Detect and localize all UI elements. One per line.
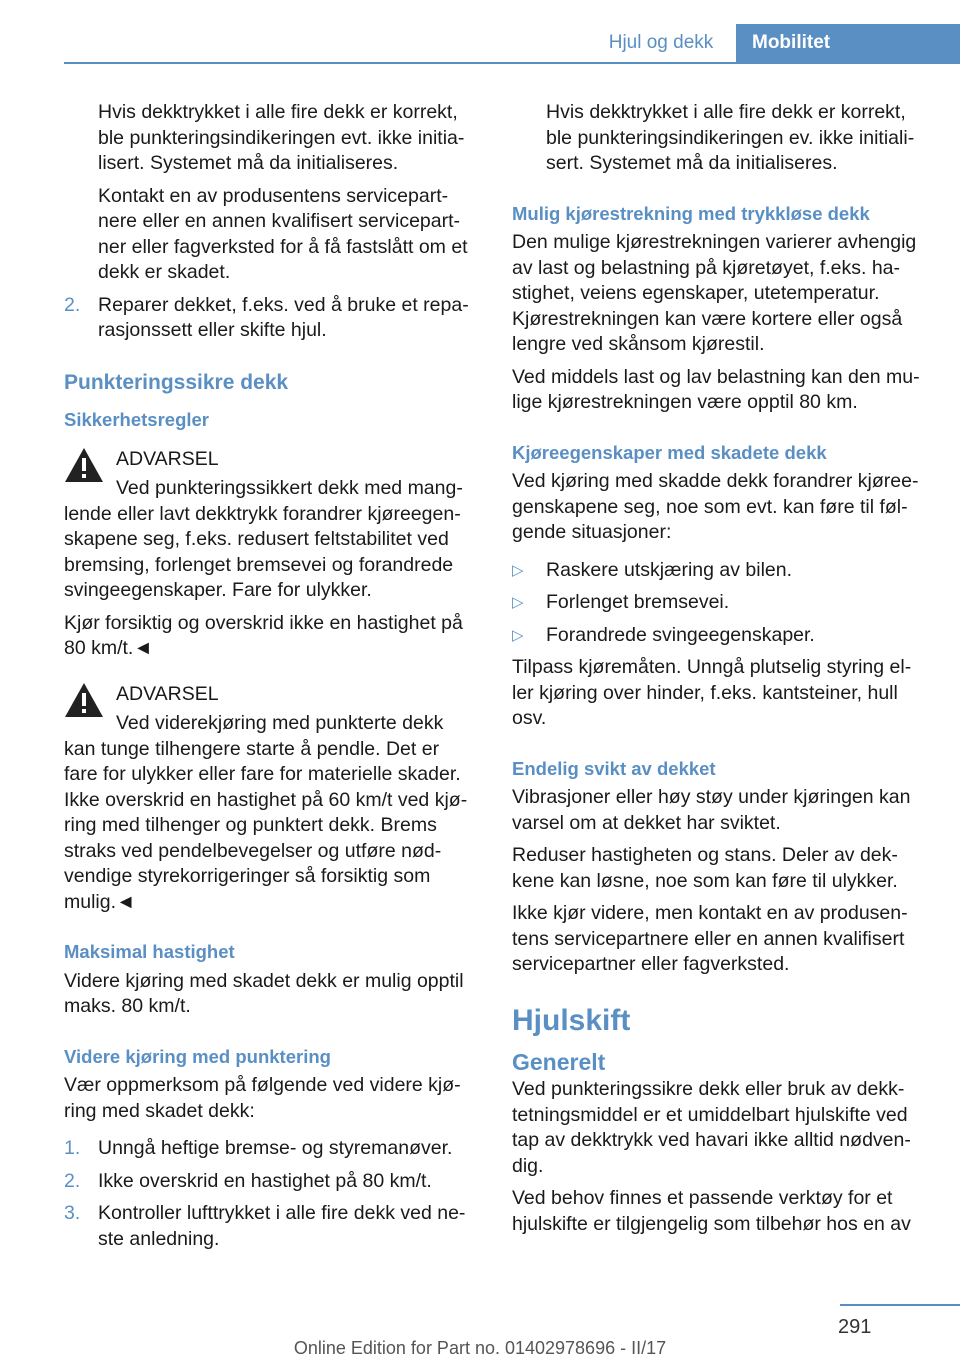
warning-label: ADVARSEL — [116, 682, 219, 705]
list-item — [512, 623, 926, 649]
paragraph: Vibrasjoner eller høy støy under kjøringen kan varsel om at dekket har sviktet. — [512, 786, 911, 834]
paragraph: Vær oppmerksom på følgende ved videre kjøring med skadet dekk: — [64, 1074, 461, 1122]
warning-block — [64, 682, 476, 916]
paragraph: Videre kjøring med skadet dekk er mulig opptil maks. 80 km/t. — [64, 969, 464, 1017]
list-text: Kontroller lufttrykket i alle fire dekk ved neste anledning. — [98, 1202, 466, 1250]
list-number: 2. — [64, 1169, 81, 1192]
list-item — [512, 590, 926, 616]
list-text: Reparer dekket, f.eks. ved å bruke et reparasjonssett eller skifte hjul. — [98, 293, 469, 341]
subsection-heading: Endelig svikt av dekket — [512, 757, 716, 779]
header-chapter-tab[interactable]: Mobilitet — [736, 24, 960, 62]
paragraph: Ved kjøring med skadde dekk forandrer kjøreegenskapene seg, noe som evt. kan føre til følgende situasjoner: — [512, 470, 919, 543]
paragraph: Tilpass kjøremåten. Unngå plutselig styring eller kjøring over hinder, f.eks. kantsteiner, hull osv. — [512, 656, 912, 729]
list-text: Unngå heftige bremse- og styremanøver. — [98, 1137, 453, 1159]
paragraph: Den mulige kjørestrekningen varierer avhengig av last og belastning på kjøretøyet, f.eks. hastighet, veiens egenskaper, utetemperatur. Kjørestrekningen kan være kortere eller også lengre ved skånsom kjørestil. — [512, 231, 917, 355]
footer-rule — [840, 1304, 960, 1306]
paragraph: Ikke kjør videre, men kontakt en av produsentens servicepartnere eller en annen kvalifisert servicepartner eller fagverksted. — [512, 902, 908, 975]
warning-triangle-icon — [64, 682, 104, 718]
paragraph: Ved behov finnes et passende verktøy for et hjulskifte er tilgjengelig som tilbehør hos en av — [512, 1187, 911, 1235]
warning-triangle-icon — [64, 447, 104, 483]
paragraph: Reduser hastigheten og stans. Deler av dekkene kan løsne, noe som kan føre til ulykker. — [512, 844, 898, 892]
bullet-arrow-icon: ▷ — [512, 561, 524, 579]
subsection-heading: Mulig kjørestrekning med trykkløse dekk — [512, 202, 870, 224]
bullet-arrow-icon: ▷ — [512, 594, 524, 611]
warning-label: ADVARSEL — [116, 447, 219, 470]
warning-block — [64, 447, 476, 662]
left-column — [64, 100, 476, 1259]
list-text: Raskere utskjæring av bilen. — [546, 558, 793, 581]
list-number: 1. — [64, 1137, 81, 1159]
list-item — [64, 1136, 476, 1162]
subsection-heading: Kjøreegenskaper med skadete dekk — [512, 441, 827, 463]
bullet-arrow-icon: ▷ — [512, 626, 524, 644]
paragraph: Ved middels last og lav belastning kan den mulige kjørestrekningen være opptil 80 km. — [512, 365, 920, 413]
edition-footer: Online Edition for Part no. 01402978696 - II/17 — [293, 1338, 667, 1358]
header-rule — [64, 62, 960, 64]
list-text: Forandrede svingeegenskaper. — [546, 623, 815, 646]
subsection-heading: Videre kjøring med punktering — [64, 1045, 331, 1067]
list-item — [64, 293, 476, 344]
list-item — [64, 1201, 476, 1252]
list-item — [512, 558, 926, 584]
page-number: 291 — [838, 1316, 872, 1338]
header-section-tab[interactable]: Hjul og dekk — [608, 32, 714, 53]
paragraph: Hvis dekktrykket i alle fire dekk er korrekt, ble punkteringsindikeringen ev. ikke initialisert. Systemet må da initialiseres. — [546, 101, 915, 174]
paragraph: Hvis dekktrykket i alle fire dekk er korrekt, ble punkteringsindikeringen evt. ikke initialisert. Systemet må da initialiseres. — [98, 101, 465, 174]
warning-text: Ved viderekjøring med punkterte dekk kan tunge tilhengere starte å pendle. Det er fare for ulykker eller fare for materielle skader. Ikke overskrid en hastighet på 60 km/t ved kjøring med tilhenger og punktert dekk. Brems straks ved pendelbevegelser og utføre nødvendige styrekorrigeringer så forsiktig som mulig.◄ — [64, 712, 468, 913]
list-number: 3. — [64, 1202, 81, 1224]
list-number: 2. — [64, 293, 81, 316]
warning-text: Ved punkteringssikkert dekk med manglende eller lavt dekktrykk forandrer kjøreegenskapene seg, f.eks. redusert feltstabilitet ved bremsing, forlenget bremsevei og forandrede svingeegenskaper. Fare for ulykker. — [64, 477, 463, 601]
right-column — [512, 100, 926, 1244]
subsection-heading: Maksimal hastighet — [64, 941, 235, 962]
list-text: Forlenget bremsevei. — [546, 591, 730, 613]
subsection-heading: Sikkerhetsregler — [64, 409, 210, 430]
section-heading: Punkteringssikre dekk — [64, 370, 289, 394]
warning-end: Kjør forsiktig og overskrid ikke en hastighet på 80 km/t.◄ — [64, 611, 463, 659]
list-text: Ikke overskrid en hastighet på 80 km/t. — [98, 1169, 432, 1192]
paragraph: Kontakt en av produsentens servicepartnere eller en annen kvalifisert servicepartner eller fagverksted for å få fastslått om et dekk er skadet. — [98, 184, 468, 283]
list-item — [64, 1169, 476, 1195]
section-heading: Generelt — [512, 1049, 606, 1075]
chapter-heading: Hjulskift — [512, 1003, 631, 1037]
paragraph: Ved punkteringssikre dekk eller bruk av dekktetningsmiddel er et umiddelbart hjulskifte ved tap av dekktrykk ved havari ikke alltid nødvendig. — [512, 1078, 911, 1177]
